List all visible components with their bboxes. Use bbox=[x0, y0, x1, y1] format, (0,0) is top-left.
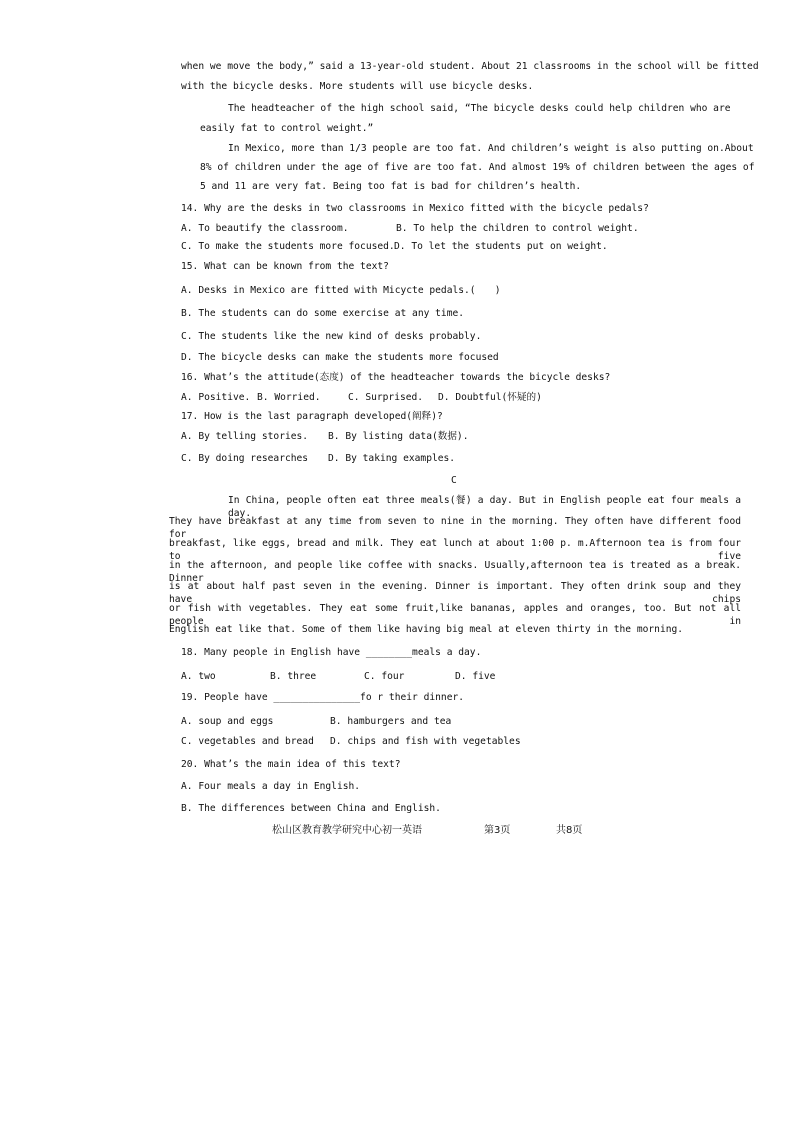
question-14-option-b: B. To help the children to control weight. bbox=[396, 223, 639, 234]
passage-line: 5 and 11 are very fat. Being too fat is bad for children’s health. bbox=[200, 181, 582, 192]
passage-line: in the afternoon, and people like coffee with snacks. Usually,afternoon tea is treated as a break. Dinner bbox=[169, 560, 741, 584]
question-20-option-b: B. The differences between China and English. bbox=[181, 803, 441, 814]
question-17-option-c: C. By doing researches bbox=[181, 453, 309, 464]
question-14-stem: 14. Why are the desks in two classrooms in Mexico fitted with the bicycle pedals? bbox=[181, 203, 649, 214]
question-19-option-c: C. vegetables and bread bbox=[181, 736, 314, 747]
question-16-option-a: A. Positive. bbox=[181, 392, 251, 403]
question-18-option-b: B. three bbox=[270, 671, 317, 682]
passage-line: They have breakfast at any time from seven to nine in the morning. They often have different food for bbox=[169, 516, 741, 540]
passage-line: is at about half past seven in the evening. Dinner is important. They often drink soup and they have chips bbox=[169, 581, 741, 605]
question-17-option-a: A. By telling stories. bbox=[181, 431, 309, 442]
passage-line: In China, people often eat three meals(餐) a day. But in English people eat four meals a day. bbox=[228, 495, 741, 519]
question-16-stem: 16. What’s the attitude(态度) of the headteacher towards the bicycle desks? bbox=[181, 372, 611, 383]
question-15-option-d: D. The bicycle desks can make the students more focused bbox=[181, 352, 499, 363]
question-19-option-b: B. hamburgers and tea bbox=[330, 716, 452, 727]
passage-line: easily fat to control weight.” bbox=[200, 123, 374, 134]
passage-line: In Mexico, more than 1/3 people are too fat. And children’s weight is also putting on.About bbox=[228, 143, 754, 154]
passage-line: with the bicycle desks. More students will use bicycle desks. bbox=[181, 81, 534, 92]
footer-source: 松山区教育教学研究中心初一英语 bbox=[272, 825, 422, 836]
question-20-option-a: A. Four meals a day in English. bbox=[181, 781, 361, 792]
question-19-option-d: D. chips and fish with vegetables bbox=[330, 736, 521, 747]
question-15-option-b: B. The students can do some exercise at any time. bbox=[181, 308, 465, 319]
question-15-option-a: A. Desks in Mexico are fitted with Micycte pedals.( ) bbox=[181, 285, 501, 296]
question-18-stem: 18. Many people in English have ________meals a day. bbox=[181, 647, 482, 658]
passage-line: when we move the body,” said a 13-year-old student. About 21 classrooms in the school will be fitted bbox=[181, 61, 759, 72]
question-16-option-b: B. Worried. bbox=[257, 392, 321, 403]
footer-page-number: 第3页 bbox=[484, 825, 511, 836]
passage-line: English eat like that. Some of them like having big meal at eleven thirty in the morning. bbox=[169, 624, 684, 635]
passage-line: 8% of children under the age of five are too fat. And almost 19% of children between the ages of bbox=[200, 162, 755, 173]
question-16-option-d: D. Doubtful(怀疑的) bbox=[438, 392, 542, 403]
question-16-option-c: C. Surprised. bbox=[348, 392, 424, 403]
question-15-option-c: C. The students like the new kind of desks probably. bbox=[181, 331, 482, 342]
question-15-stem: 15. What can be known from the text? bbox=[181, 261, 389, 272]
question-14-option-c: C. To make the students more focused. bbox=[181, 241, 395, 252]
question-18-option-d: D. five bbox=[455, 671, 496, 682]
question-19-option-a: A. soup and eggs bbox=[181, 716, 274, 727]
section-heading: C bbox=[451, 475, 457, 486]
question-14-option-d: D. To let the students put on weight. bbox=[394, 241, 608, 252]
question-14-option-a: A. To beautify the classroom. bbox=[181, 223, 349, 234]
passage-line: breakfast, like eggs, bread and milk. They eat lunch at about 1:00 p. m.Afternoon tea is from four to five bbox=[169, 538, 741, 562]
question-18-option-c: C. four bbox=[364, 671, 405, 682]
question-20-stem: 20. What’s the main idea of this text? bbox=[181, 759, 401, 770]
question-17-option-b: B. By listing data(数据). bbox=[328, 431, 469, 442]
question-17-stem: 17. How is the last paragraph developed(阐释)? bbox=[181, 411, 443, 422]
question-18-option-a: A. two bbox=[181, 671, 216, 682]
question-19-stem: 19. People have _______________fo r their dinner. bbox=[181, 692, 465, 703]
footer-page-total: 共8页 bbox=[556, 825, 583, 836]
passage-line: or fish with vegetables. They eat some fruit,like bananas, apples and oranges, too. But not all people in bbox=[169, 603, 741, 627]
passage-line: The headteacher of the high school said, “The bicycle desks could help children who are bbox=[228, 103, 731, 114]
question-17-option-d: D. By taking examples. bbox=[328, 453, 456, 464]
